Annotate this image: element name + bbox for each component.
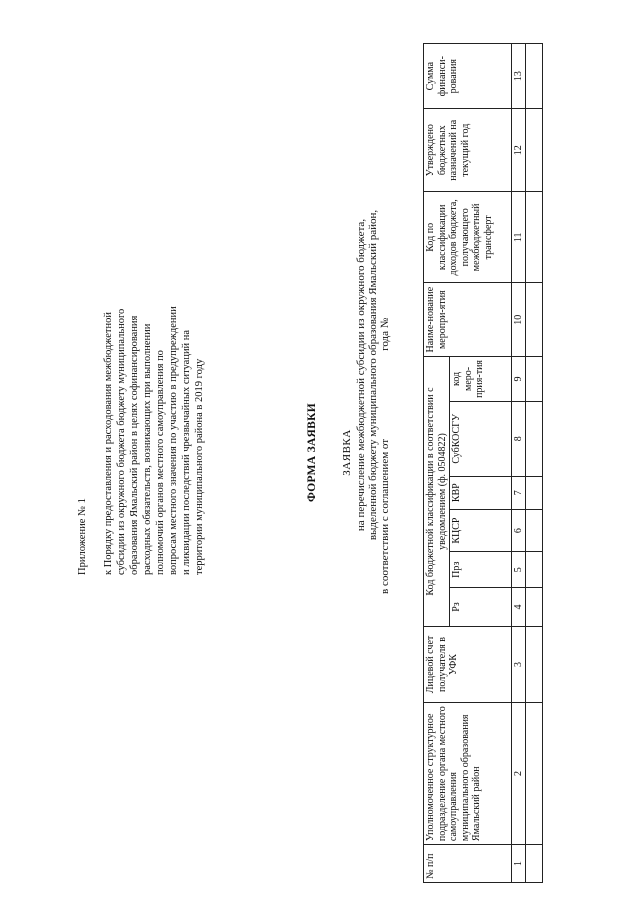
table-cell (526, 356, 543, 401)
column-number: 5 (512, 552, 526, 588)
column-number: 7 (512, 476, 526, 509)
request-title: ЗАЯВКА (341, 429, 353, 476)
agreement-number-blank (379, 278, 391, 318)
header-prz: Прз (450, 552, 512, 588)
request-line-3 (379, 125, 391, 625)
table-cell (526, 476, 543, 509)
table-cell (526, 702, 543, 844)
column-number: 11 (512, 192, 526, 283)
column-number: 4 (512, 587, 526, 626)
agreement-year-blank (379, 351, 391, 369)
agreement-number-label: года № (379, 317, 391, 351)
header-rz: Рз (450, 587, 512, 626)
header-income-code: Код по классификации доходов бюджета, получающего межбюджетный трансферт (424, 192, 512, 283)
request-line-1: на перечисление межбюджетной субсидии из окружного бюджета, (355, 218, 367, 532)
column-number: 8 (512, 401, 526, 476)
table-header-row-1 (424, 44, 450, 883)
appendix-text: к Порядку предоставления и расходования межбюджетной субсидии из окружного бюджета бюджету муниципального образования Ямальский район в целях софинансирования расходных обязательств, возникающих при выполнении полномочий органов местного самоуправления по вопросам местного значения по участию в предупреждении и ликвидации последствий чрезвычайных ситуаций на территории муниципального района в 2019 году (103, 306, 205, 575)
header-kvr: КВР (450, 476, 512, 509)
table-cell (526, 109, 543, 192)
request-table (423, 43, 543, 883)
header-unit: Уполномоченное структурное подразделение органа местного самоуправления муниципального образования Ямальский район (424, 702, 512, 844)
table-cell (526, 283, 543, 356)
header-num: № п/п (424, 845, 512, 883)
column-number: 6 (512, 509, 526, 552)
table-cell (526, 587, 543, 626)
column-number: 3 (512, 627, 526, 703)
header-budget-code: Код бюджетной классификации в соответствии с уведомлением (ф. 0504822) (424, 356, 450, 626)
agreement-date-label: в соответствии с соглашением от (379, 438, 391, 594)
column-number: 10 (512, 283, 526, 356)
header-amount: Сумма финанси-рования (424, 44, 512, 109)
request-line-2: выделенной бюджету муниципального образования Ямальский район, (367, 209, 379, 541)
agreement-date-blank (379, 369, 391, 439)
header-subkosgu: СубКОСГУ (450, 401, 512, 476)
request-description (355, 125, 391, 625)
column-number: 1 (512, 845, 526, 883)
form-title: ФОРМА ЗАЯВКИ (306, 402, 318, 503)
table-cell (526, 627, 543, 703)
table-cell (526, 192, 543, 283)
header-account: Лицевой счет получателя в УФК (424, 627, 512, 703)
column-number: 9 (512, 356, 526, 401)
table-cell (526, 552, 543, 588)
column-number: 12 (512, 109, 526, 192)
appendix-block (76, 305, 206, 575)
header-event-name: Наиме-нование меропри-ятия (424, 283, 512, 356)
header-event-code: код меро-прия-тия (450, 356, 512, 401)
header-approved: Утверждено бюджетных назначений на текущий год (424, 109, 512, 192)
table-cell (526, 509, 543, 552)
column-number: 13 (512, 44, 526, 109)
column-number-row (512, 44, 526, 883)
table-row (526, 44, 543, 883)
header-kcsr: КЦСР (450, 509, 512, 552)
table-cell (526, 401, 543, 476)
appendix-number: Приложение № 1 (77, 498, 88, 575)
column-number: 2 (512, 702, 526, 844)
table-cell (526, 845, 543, 883)
table-cell (526, 44, 543, 109)
